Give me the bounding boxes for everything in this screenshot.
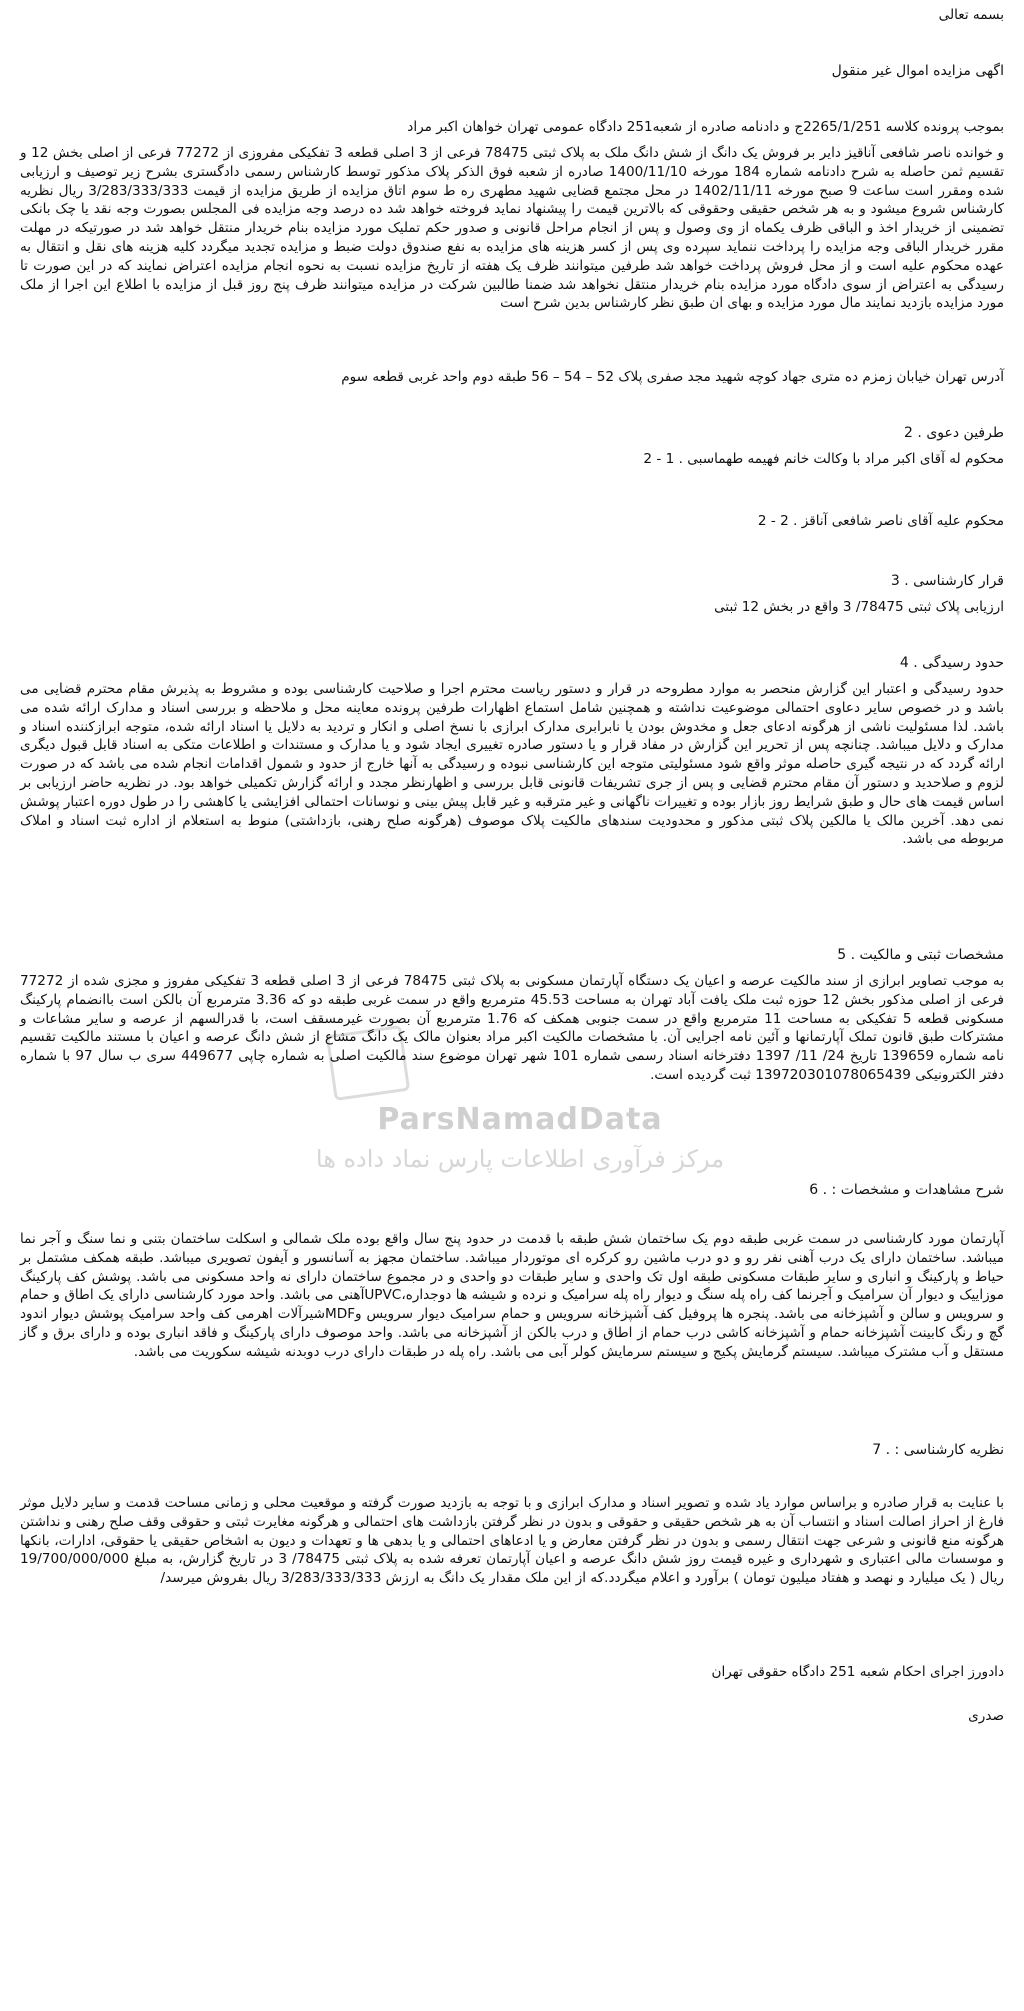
observations-text: آپارتمان مورد کارشناسی در سمت غربی طبقه دوم یک ساختمان شش طبقه با قدمت در حدود پنج سال واقع بوده ملک شمالی و اسکلت ساختمان بتنی و نما سنگ و آجر نما میباشد. ساختمان دارای یک درب آهنی نفر رو و دو درب ماشین رو کرکره ای موتوردار میباشد. ساختمان مجهز به آسانسور و آیفون تصویری میباشد. طبقه همکف مشتمل بر حیاط و پارکینگ و انباری و سایر طبقات مسکونی طبقه اول تک واحدی و سایر طبقات دو واحدی و در مجموع ساختمان دارای نه واحد مسکونی می باشد. پوشش کف پارکینگ موزاییک و دیوار آن سرامیک و آجرنما کف راه پله سنگ و دیوار راه پله سرامیک و نرده و شیشه ها دوجداره،UPVCآهنی می باشد. واحد مورد کارشناسی دارای یک اطاق و حمام و سرویس و سالن و آشپزخانه می باشد. پنجره ها پروفیل کف آشپزخانه سرویس و حمام سرامیک دیوار سرویس وMDFشیرآلات اهرمی کف واحد سرامیک پوشش دیوار اندود گچ و رنگ کابینت آشپزخانه حمام و آشپزخانه کاشی درب حمام از اطاق و درب بالکن از آشپزخانه می باشد. واحد موصوف دارای پارکینگ و فاقد انباری بوده و دارای برق و گاز مستقل و آب مشترک میباشد. سیستم گرمایش پکیج و سیستم سرمایش کولر آبی می باشد. راه پله در طبقات دارای درب دوبدنه شیشه سکوریت می باشد.	[20, 1231, 1004, 1360]
intro-body: و خوانده ناصر شافعی آناقیز دایر بر فروش یک دانگ از شش دانگ ملک به پلاک ثبتی 78475 فرعی از 3 اصلی قطعه 3 تفکیکی مفروزی از 77272 فرعی از اصلی بخش 12 و تقسیم ثمن حاصله به شرح دادنامه شماره 184 مورخه 1400/11/10 صادره از شعبه فوق الذکر پلاک مذکور توسط کارشناس رسمی دادگستری بشرح زیر توصیف و ارزیابی شده ومقرر است ساعت 9 صبح مورخه 1402/11/11 در محل مجتمع قضایی شهید مطهری ره ط سوم اتاق مزایده از طریق مزایده از قیمت 3/283/333/333 ریال نظریه کارشناس شروع میشود و به هر شخص حقیقی وحقوقی که بالاترین قیمت را پیشنهاد نماید فروخته خواهد شد ده درصد وجه مزایده فی المجلس بصورت وجه نقد یا چک بانکی تضمینی از خریدار اخذ و الباقی ظرف یکماه از وی وصول و پس از انجام مراحل قانونی و صدور حکم تملیک مورد مزایده بنام خریدار منتقل خواهد شد در صورتیکه در مهلت مقرر خریدار الباقی وجه مزایده را پرداخت ننماید سپرده وی پس از کسر هزینه های مزایده به نفع صندوق دولت ضبط و مزایده تجدید میگردد کلیه هزینه های نقل و انتقال به عهده محکوم علیه است و از محل فروش پرداخت خواهد شد طرفین میتوانند ظرف یک هفته از تاریخ مزایده نسبت به نحوه انجام مزایده اعتراض نمایند که در این صورت تا رسیدگی به اعتراض از سوی دادگاه مورد مزایده بنام خریدار منتقل نخواهد شد ضمنا طالبین شرکت در مزایده میتوانند ظرف پنج روز قبل از مزایده با اطلاع این اجرا از ملک مورد مزایده بازدید نمایند مال مورد مزایده و بهای ان طبق نظر کارشناس بدین شرح است	[20, 145, 1005, 312]
case-line: بموجب پرونده کلاسه 2265/1/251ج و دادنامه صادره از شعبه251 دادگاه عمومی تهران خواهان اکبر مراد	[407, 119, 1004, 135]
ownership-heading: مشخصات ثبتی و مالکیت . 5	[837, 947, 1004, 963]
plaintiff-line: محکوم له آقای اکبر مراد با وکالت خانم فهیمه طهماسبی . 1 - 2	[643, 451, 1004, 467]
opinion-heading: نظریه کارشناسی : . 7	[872, 1442, 1004, 1458]
assignment-text: ارزیابی پلاک ثبتی 78475/ 3 واقع در بخش 12 ثبتی	[714, 599, 1004, 615]
opinion-text: با عنایت به قرار صادره و براساس موارد یاد شده و تصویر اسناد و مدارک ابرازی و با توجه به بازدید صورت گرفته و موقعیت محلی و زمانی مساحت قدمت و سایر دلایل موثر فارغ از احراز اصالت اسناد و انتساب آن به هر شخص حقیقی و حقوقی و بدون در نظر گرفتن بازداشت های احتمالی و هرگونه مغایرت ثبتی و حقوقی وقف صلح رهنی و نداشتن هرگونه منع قانونی و شرعی جهت انتقال رسمی و بدون در نظر گرفتن معارض و یا ادعاهای احتمالی و یا بدهی ها و تعهدات و دیون به اشخاص حقیقی یا حقوقی، ادارات، بانکها و موسسات مالی اعتباری و شهرداری و غیره قیمت روز شش دانگ عرصه و اعیان آپارتمان تعرفه شده به پلاک ثبتی 78475/ 3 در تاریخ گزارش، به مبلغ 19/700/000/000 ریال ( یک میلیارد و نهصد و هفتاد میلیون تومان ) برآورد و اعلام میگردد.که از این ملک مقدار یک دانگ به ارزش 3/283/333/333 ریال بفروش میرسد/	[20, 1495, 1004, 1587]
assignment-heading: قرار کارشناسی . 3	[890, 573, 1004, 589]
signature-office: دادورز اجرای احکام شعبه 251 دادگاه حقوقی تهران	[711, 1664, 1004, 1680]
watermark-latin: ParsNamadData	[377, 1102, 663, 1137]
parties-heading: طرفین دعوی . 2	[904, 425, 1004, 441]
observations-heading: شرح مشاهدات و مشخصات : . 6	[809, 1182, 1004, 1198]
ownership-text: به موجب تصاویر ابرازی از سند مالکیت عرصه و اعیان یک دستگاه آپارتمان مسکونی به پلاک ثبتی 78475 فرعی از 3 اصلی قطعه 3 تفکیکی مفروز و مجزی شده از 77272 فرعی از اصلی مذکور بخش 12 حوزه ثبت ملک یافت آباد تهران به مساحت 45.53 مترمربع واقع در سمت غربی طبقه دو که 3.36 مترمربع آن بالکن است باانضمام پارکینگ مسکونی قطعه 5 تفکیکی به مساحت 11 مترمربع واقع در سمت جنوبی همکف که 1.76 مترمربع آن بصورت غیرمسقف است، با قدرالسهم از عرصه و سایر مشاعات و مشترکات طبق قانون تملک آپارتمانها و آئین نامه اجرایی آن. با مشخصات مالکیت اکبر مراد بعنوان مالک یک دانگ مشاع از شش دانگ عرصه و اعیان با مستند مالکیت تقسیم نامه شماره 139659 تاریخ 24/ 11/ 1397 دفترخانه اسناد رسمی شماره 101 شهر تهران موضوع سند مالکیت اصلی به شماره چاپی 449677 سری ب سال 97 با شماره دفتر الکترونیکی 139720301078065439 ثبت گردیده است.	[20, 973, 1005, 1083]
notice-title: اگهی مزایده اموال غیر منقول	[831, 63, 1004, 79]
signature-name: صدری	[968, 1708, 1004, 1724]
property-address: آدرس تهران خیابان زمزم ده متری جهاد کوچه شهید مجد صفری پلاک 52 – 54 – 56 طبقه دوم واحد غربی قطعه سوم	[341, 369, 1004, 385]
watermark-persian: مرکز فرآوری اطلاعات پارس نماد داده ها	[315, 1145, 725, 1173]
scope-heading: حدود رسیدگی . 4	[899, 655, 1004, 671]
invocation: بسمه تعالی	[938, 7, 1004, 23]
defendant-line: محکوم علیه آقای ناصر شافعی آناقز . 2 - 2	[757, 513, 1004, 529]
scope-text: حدود رسیدگی و اعتبار این گزارش منحصر به موارد مطروحه در قرار و دستور ریاست محترم اجرا و صلاحیت کارشناسی بوده و مشروط به پذیرش مقام محترم قضایی می باشد و در خصوص سایر دعاوی احتمالی موضوعیت نداشته و همچنین شامل استماع اظهارات طرفین پرونده معاینه محل و ملاحظه و بررسی اسناد و مدارک ارائه شده می باشد. لذا مسئولیت ناشی از هرگونه ادعای جعل و مخدوش بودن یا نابرابری مدارک ابرازی با نسخ اصلی و انکار و تردید به دلایل یا اسناد ارائه شده، متوجه ابرازکننده اسناد و مدارک و دلایل میباشد. چنانچه پس از تحریر این گزارش در مفاد قرار و یا دستور صادره تغییری ایجاد شود و یا مدارک و مستندات و اطلاعات متکی به اسناد قابل قبول دیگری ارائه گردد که در نتیجه گیری حاصله موثر واقع شود مسئولیتی متوجه این کارشناسی نبوده و رسیدگی به آنها خارج از حدود و شمول اقدامات انجام شده می باشد که در صورت لزوم و صلاحدید و دستور آن مقام محترم قضایی و پس از جری تشریفات قانونی قابل بررسی و اظهارنظر مجدد و ارائه گزارش تکمیلی خواهد بود. در نظریه حاضر ارزیابی بر اساس قیمت های حال و طبق شرایط روز بازار بوده و تغییرات ناگهانی و غیر مترقبه و غیر قابل پیش بینی و نوسانات احتمالی افزایشی یا کاهشی را در طول دوره اعتبار پوشش نمی دهد. آخرین مالک یا مالکین پلاک ثبتی مذکور و محدودیت سندهای مالکیت پلاک موصوف (هرگونه صلح رهنی، بازداشتی) منوط به استعلام از اداره ثبت اسناد و املاک مربوطه می باشد.	[20, 681, 1004, 848]
